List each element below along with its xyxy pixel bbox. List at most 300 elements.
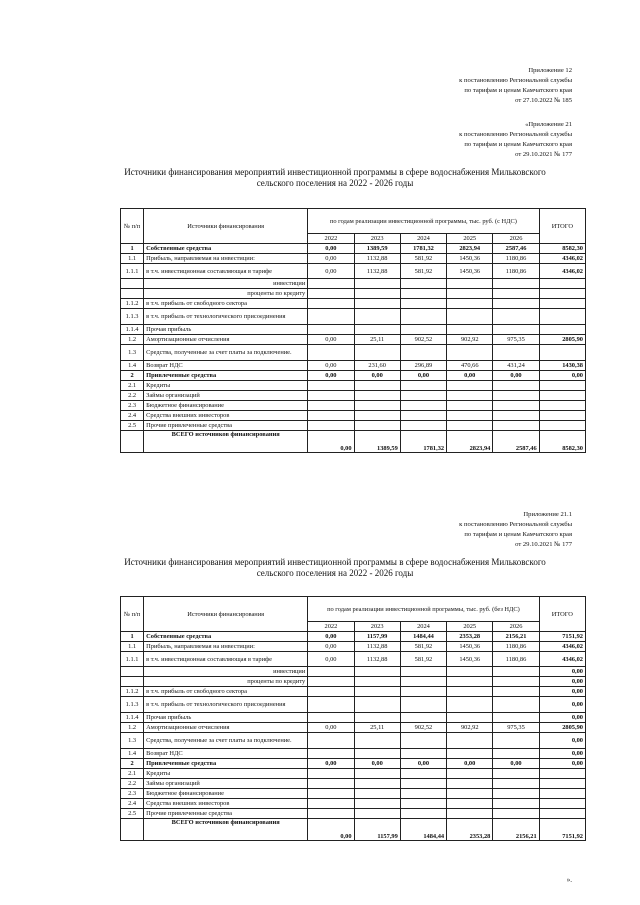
row-value: 581,92: [400, 254, 446, 264]
row-value: 0,00: [447, 371, 493, 381]
total-value: 1781,32: [400, 431, 446, 453]
total-value: 1389,59: [354, 431, 400, 453]
year-header: 2025: [447, 622, 493, 632]
row-value: [447, 713, 493, 723]
row-value: [308, 789, 354, 799]
row-value: [493, 299, 539, 309]
row-value: [308, 749, 354, 759]
row-total: [539, 309, 585, 325]
row-value: 581,92: [400, 642, 446, 652]
row-value: [447, 799, 493, 809]
financing-table-with-vat: [120, 208, 586, 453]
row-source-name: проценты по кредиту: [144, 677, 308, 687]
row-value: 0,00: [308, 264, 354, 279]
header-line: к постановлению Региональной службы: [459, 131, 572, 138]
row-number: [121, 279, 144, 289]
row-total: [539, 799, 585, 809]
header-total: ИТОГО: [539, 209, 585, 244]
header-line: по тарифам и ценам Камчатского края: [464, 141, 572, 148]
row-value: [400, 733, 446, 749]
row-number: 1.1: [121, 642, 144, 652]
row-value: 0,00: [308, 642, 354, 652]
row-value: [354, 809, 400, 819]
row-value: [447, 279, 493, 289]
table-row: [121, 733, 586, 749]
row-value: [493, 677, 539, 687]
row-value: [493, 769, 539, 779]
row-total: 1430,38: [539, 361, 585, 371]
row-number: 2.2: [121, 779, 144, 789]
total-num: [121, 431, 144, 453]
row-value: [447, 401, 493, 411]
row-value: [354, 667, 400, 677]
year-header: 2023: [354, 234, 400, 244]
row-value: [354, 769, 400, 779]
row-number: 1: [121, 632, 144, 642]
row-value: [308, 697, 354, 713]
row-source-name: в т.ч. прибыль от свободного сектора: [144, 299, 308, 309]
row-total: [539, 289, 585, 299]
row-value: [308, 809, 354, 819]
row-value: [447, 749, 493, 759]
row-value: [493, 697, 539, 713]
row-source-name: инвестиции: [144, 279, 308, 289]
row-value: 1180,86: [493, 264, 539, 279]
table-row: [121, 401, 586, 411]
row-value: [447, 289, 493, 299]
row-value: [400, 667, 446, 677]
year-header: 2026: [493, 234, 539, 244]
table-row: [121, 335, 586, 345]
row-value: 0,00: [400, 371, 446, 381]
table-row: [121, 809, 586, 819]
row-value: [493, 289, 539, 299]
year-header: 2024: [400, 234, 446, 244]
row-value: 581,92: [400, 264, 446, 279]
table-row: [121, 632, 586, 642]
row-number: 1.1.2: [121, 299, 144, 309]
row-value: [400, 799, 446, 809]
row-value: 1132,88: [354, 642, 400, 652]
table-row: [121, 779, 586, 789]
row-source-name: Прочая прибыль: [144, 325, 308, 335]
table-row: [121, 759, 586, 769]
row-value: 1450,36: [447, 254, 493, 264]
total-value: 1484,44: [400, 819, 446, 841]
row-source-name: Амортизационные отчисления: [144, 335, 308, 345]
table-row: [121, 325, 586, 335]
table-row: [121, 264, 586, 279]
year-header: 2023: [354, 622, 400, 632]
row-total: [539, 401, 585, 411]
row-value: 975,35: [493, 335, 539, 345]
row-value: [493, 411, 539, 421]
row-value: [400, 411, 446, 421]
row-number: 1.1.1: [121, 264, 144, 279]
row-value: [400, 779, 446, 789]
row-source-name: Прочая прибыль: [144, 713, 308, 723]
row-value: 975,35: [493, 723, 539, 733]
row-value: [354, 687, 400, 697]
row-value: [354, 733, 400, 749]
row-total: [539, 299, 585, 309]
row-total: [539, 769, 585, 779]
row-source-name: Прибыль, направляемая на инвестиции:: [144, 642, 308, 652]
row-source-name: Собственные средства: [144, 632, 308, 642]
total-value: 0,00: [308, 819, 354, 841]
row-value: [308, 401, 354, 411]
row-value: 1180,86: [493, 642, 539, 652]
row-value: [447, 381, 493, 391]
row-value: [308, 779, 354, 789]
table-row: [121, 769, 586, 779]
row-value: 2587,46: [493, 244, 539, 254]
row-value: [354, 391, 400, 401]
header-line: от 29.10.2021 № 177: [515, 151, 572, 158]
row-value: [493, 713, 539, 723]
row-source-name: Привлеченные средства: [144, 371, 308, 381]
row-total: [539, 279, 585, 289]
row-total: [539, 789, 585, 799]
closing-quote-mark: ».: [566, 876, 572, 884]
row-source-name: Займы организаций: [144, 391, 308, 401]
row-value: 0,00: [308, 361, 354, 371]
row-total: [539, 325, 585, 335]
row-value: [308, 345, 354, 361]
total-label: ВСЕГО источников финансирования: [144, 431, 308, 453]
row-number: 1.1.3: [121, 309, 144, 325]
row-value: [308, 299, 354, 309]
row-value: [447, 391, 493, 401]
row-value: [308, 733, 354, 749]
financing-table-without-vat: [120, 596, 586, 841]
row-number: 1.1.3: [121, 697, 144, 713]
row-source-name: Средства внешних инвесторов: [144, 799, 308, 809]
row-value: [447, 687, 493, 697]
row-number: [121, 667, 144, 677]
row-total: [539, 779, 585, 789]
row-value: [493, 401, 539, 411]
row-value: [447, 325, 493, 335]
row-value: 1132,88: [354, 264, 400, 279]
row-value: [308, 687, 354, 697]
total-label: ВСЕГО источников финансирования: [144, 819, 308, 841]
row-value: [400, 713, 446, 723]
row-value: 1180,86: [493, 254, 539, 264]
row-value: 0,00: [493, 371, 539, 381]
row-total: 8582,30: [539, 244, 585, 254]
row-number: 2.3: [121, 789, 144, 799]
appendix-header-21: [459, 120, 572, 160]
row-value: [447, 309, 493, 325]
header-period: по годам реализации инвестиционной программы, тыс. руб. (без НДС): [308, 597, 539, 622]
row-value: [354, 299, 400, 309]
row-value: [447, 697, 493, 713]
table-row: [121, 371, 586, 381]
header-total: ИТОГО: [539, 597, 585, 632]
row-number: 1.3: [121, 733, 144, 749]
row-value: [447, 667, 493, 677]
row-total: [539, 391, 585, 401]
table-row: [121, 345, 586, 361]
row-value: [447, 411, 493, 421]
row-number: 2.1: [121, 381, 144, 391]
row-value: [354, 289, 400, 299]
row-value: [400, 325, 446, 335]
row-number: [121, 289, 144, 299]
row-value: 1781,32: [400, 244, 446, 254]
row-value: [400, 345, 446, 361]
row-number: 1.4: [121, 749, 144, 759]
row-number: 1.1.4: [121, 325, 144, 335]
row-value: [354, 713, 400, 723]
row-value: 0,00: [308, 335, 354, 345]
row-number: 1.1.1: [121, 652, 144, 667]
row-value: 1450,36: [447, 652, 493, 667]
row-value: [354, 309, 400, 325]
row-value: 1180,86: [493, 652, 539, 667]
row-value: 2823,94: [447, 244, 493, 254]
row-total: 0,00: [539, 687, 585, 697]
row-total: [539, 809, 585, 819]
row-value: [354, 789, 400, 799]
row-number: 2.4: [121, 799, 144, 809]
table-row: [121, 667, 586, 677]
row-value: [308, 381, 354, 391]
appendix-header-12: [459, 66, 572, 106]
header-source: Источники финансирования: [144, 209, 308, 244]
row-value: 0,00: [308, 244, 354, 254]
row-total: 4346,02: [539, 642, 585, 652]
row-value: 0,00: [308, 371, 354, 381]
row-value: [493, 381, 539, 391]
table-row: [121, 652, 586, 667]
table-row: [121, 299, 586, 309]
row-value: [354, 421, 400, 431]
row-value: [400, 381, 446, 391]
year-header: 2025: [447, 234, 493, 244]
row-value: 0,00: [354, 371, 400, 381]
row-value: 1484,44: [400, 632, 446, 642]
row-number: 1.1.4: [121, 713, 144, 723]
row-number: 2.2: [121, 391, 144, 401]
row-total: 0,00: [539, 749, 585, 759]
year-header: 2024: [400, 622, 446, 632]
total-sum: 7151,92: [539, 819, 585, 841]
row-source-name: в т.ч. прибыль от технологического присоединения: [144, 309, 308, 325]
row-value: [493, 687, 539, 697]
row-number: 2.5: [121, 421, 144, 431]
row-source-name: Прибыль, направляемая на инвестиции:: [144, 254, 308, 264]
row-value: [354, 697, 400, 713]
header-line: по тарифам и ценам Камчатского края: [464, 531, 572, 538]
total-value: 1157,99: [354, 819, 400, 841]
table-row: [121, 799, 586, 809]
table-row: [121, 254, 586, 264]
row-number: 1.3: [121, 345, 144, 361]
row-number: 2: [121, 371, 144, 381]
table-row: [121, 381, 586, 391]
row-source-name: Возврат НДС: [144, 361, 308, 371]
row-value: [400, 289, 446, 299]
row-source-name: Амортизационные отчисления: [144, 723, 308, 733]
row-value: [308, 309, 354, 325]
row-value: 902,92: [447, 335, 493, 345]
row-source-name: Кредиты: [144, 769, 308, 779]
table-row: [121, 421, 586, 431]
row-total: 0,00: [539, 697, 585, 713]
row-total: [539, 345, 585, 361]
row-value: 0,00: [308, 723, 354, 733]
table-title-with-vat: Источники финансирования мероприятий инвестиционной программы в сфере водоснабжения Мильковского сельского поселения на 2022 - 2026 годы: [124, 167, 546, 188]
row-total: 0,00: [539, 677, 585, 687]
row-number: 2.5: [121, 809, 144, 819]
total-row: [121, 431, 586, 453]
row-number: 1.1.2: [121, 687, 144, 697]
row-value: [308, 325, 354, 335]
row-value: [308, 279, 354, 289]
row-total: [539, 381, 585, 391]
row-value: 296,89: [400, 361, 446, 371]
table-row: [121, 723, 586, 733]
row-total: [539, 421, 585, 431]
header-line: к постановлению Региональной службы: [459, 521, 572, 528]
row-value: [493, 749, 539, 759]
row-value: [447, 733, 493, 749]
row-source-name: Средства, полученные за счет платы за подключение.: [144, 733, 308, 749]
row-total: 2805,90: [539, 335, 585, 345]
row-source-name: в т.ч. инвестиционная составляющая в тарифе: [144, 264, 308, 279]
header-num: № п/п: [121, 209, 144, 244]
row-value: [447, 769, 493, 779]
table-row: [121, 789, 586, 799]
row-value: [308, 391, 354, 401]
row-value: [308, 289, 354, 299]
row-source-name: в т.ч. инвестиционная составляющая в тарифе: [144, 652, 308, 667]
row-value: [493, 325, 539, 335]
row-number: 1: [121, 244, 144, 254]
row-value: [400, 769, 446, 779]
row-total: 0,00: [539, 713, 585, 723]
header-line: по тарифам и ценам Камчатского края: [464, 87, 572, 94]
row-value: [400, 401, 446, 411]
row-value: [308, 799, 354, 809]
row-source-name: Средства, полученные за счет платы за подключение.: [144, 345, 308, 361]
row-total: 0,00: [539, 759, 585, 769]
row-value: 1450,36: [447, 642, 493, 652]
row-value: 0,00: [308, 759, 354, 769]
row-value: 1450,36: [447, 264, 493, 279]
row-value: [493, 789, 539, 799]
row-value: [447, 299, 493, 309]
row-value: 0,00: [400, 759, 446, 769]
row-value: [400, 299, 446, 309]
row-source-name: Привлеченные средства: [144, 759, 308, 769]
row-value: [493, 733, 539, 749]
row-value: [447, 421, 493, 431]
row-total: 7151,92: [539, 632, 585, 642]
year-header: 2022: [308, 622, 354, 632]
total-value: 2823,94: [447, 431, 493, 453]
row-source-name: Возврат НДС: [144, 749, 308, 759]
table-row: [121, 309, 586, 325]
header-line: Приложение 21.1: [523, 511, 572, 518]
row-value: [400, 749, 446, 759]
row-source-name: инвестиции: [144, 667, 308, 677]
row-value: 231,60: [354, 361, 400, 371]
year-header: 2022: [308, 234, 354, 244]
row-total: 0,00: [539, 733, 585, 749]
row-total: 0,00: [539, 371, 585, 381]
row-value: [308, 421, 354, 431]
row-value: 1389,59: [354, 244, 400, 254]
row-value: [400, 687, 446, 697]
row-source-name: Прочие привлеченные средства: [144, 421, 308, 431]
row-total: 4346,02: [539, 652, 585, 667]
row-value: 470,66: [447, 361, 493, 371]
row-number: 2.1: [121, 769, 144, 779]
row-value: [354, 325, 400, 335]
row-number: 1.2: [121, 723, 144, 733]
header-line: «Приложение 21: [525, 121, 572, 128]
row-value: [400, 421, 446, 431]
table-row: [121, 391, 586, 401]
total-value: 2156,21: [493, 819, 539, 841]
table-row: [121, 361, 586, 371]
row-source-name: в т.ч. прибыль от свободного сектора: [144, 687, 308, 697]
header-line: от 27.10.2022 № 185: [515, 97, 572, 104]
row-value: 581,92: [400, 652, 446, 667]
total-value: 2587,46: [493, 431, 539, 453]
row-value: 902,52: [400, 723, 446, 733]
row-number: 2: [121, 759, 144, 769]
row-value: 0,00: [354, 759, 400, 769]
row-source-name: Средства внешних инвесторов: [144, 411, 308, 421]
row-value: [354, 411, 400, 421]
table-row: [121, 697, 586, 713]
row-value: 2353,28: [447, 632, 493, 642]
row-value: [493, 391, 539, 401]
table-row: [121, 642, 586, 652]
header-source: Источники финансирования: [144, 597, 308, 632]
row-value: 0,00: [308, 254, 354, 264]
row-source-name: Собственные средства: [144, 244, 308, 254]
row-number: [121, 677, 144, 687]
table-title-without-vat: Источники финансирования мероприятий инвестиционной программы в сфере водоснабжения Мильковского сельского поселения на 2022 - 2026 годы: [124, 557, 546, 578]
table-row: [121, 244, 586, 254]
row-value: [493, 809, 539, 819]
row-value: [447, 809, 493, 819]
row-value: 1132,88: [354, 652, 400, 667]
row-value: [400, 789, 446, 799]
year-header: 2026: [493, 622, 539, 632]
table-row: [121, 411, 586, 421]
row-total: [539, 411, 585, 421]
row-value: [354, 799, 400, 809]
table-row: [121, 713, 586, 723]
row-source-name: Бюджетное финансирование: [144, 401, 308, 411]
row-source-name: проценты по кредиту: [144, 289, 308, 299]
row-number: 2.3: [121, 401, 144, 411]
row-value: [400, 697, 446, 713]
total-num: [121, 819, 144, 841]
row-value: [354, 345, 400, 361]
header-line: к постановлению Региональной службы: [459, 77, 572, 84]
row-value: [308, 769, 354, 779]
row-value: [400, 279, 446, 289]
row-total: 4346,02: [539, 264, 585, 279]
header-line: Приложение 12: [528, 67, 572, 74]
